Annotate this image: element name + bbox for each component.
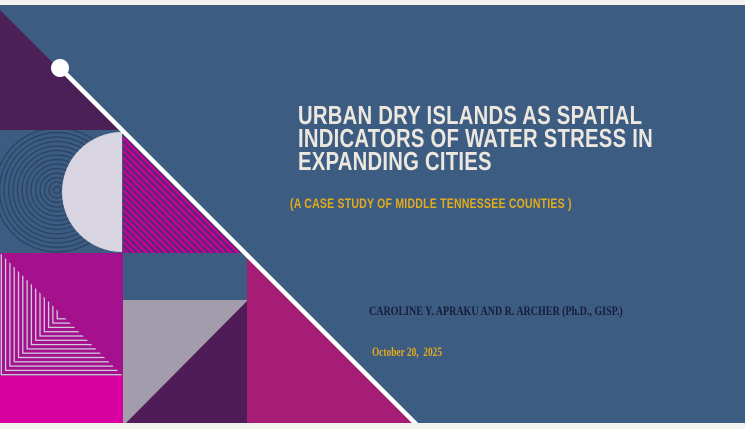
frame-strip-top [0, 0, 745, 5]
author-line: CAROLINE Y. APRAKU AND R. ARCHER (Ph.D., GISP.) [369, 304, 623, 318]
slide-title-line-3: EXPANDING CITIES [298, 146, 492, 176]
slide-subtitle: (A CASE STUDY OF MIDDLE TENNESSEE COUNTIES ) [290, 195, 572, 211]
slide-title [298, 100, 672, 176]
frame-strip-bottom [0, 423, 745, 429]
date-line: October 20, 2025 [372, 344, 443, 359]
bright-magenta-rect [0, 376, 123, 423]
white-dot [51, 59, 69, 77]
slide-title-line-2: INDICATORS OF WATER STRESS IN [298, 123, 653, 153]
slide-title-line-1: URBAN DRY ISLANDS AS SPATIAL [298, 100, 643, 130]
